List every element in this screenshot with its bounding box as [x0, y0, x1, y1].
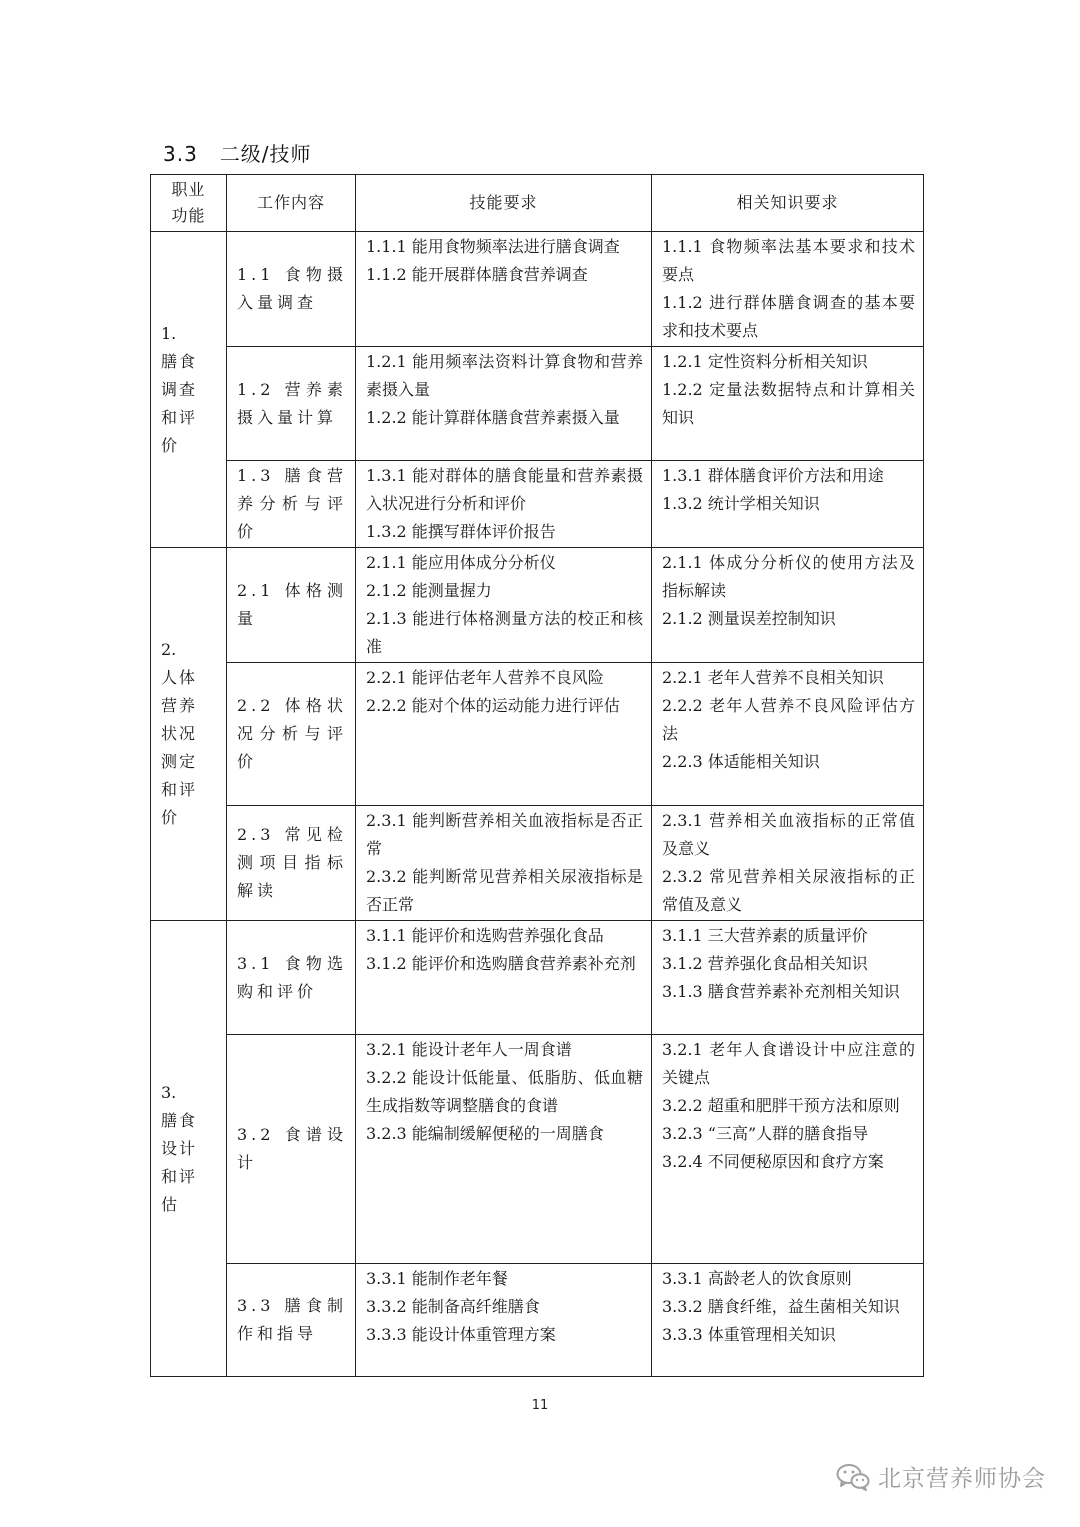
- knowledge-item: 3.1.3 膳食营养素补充剂相关知识: [662, 982, 900, 1001]
- table-row: [151, 921, 924, 1035]
- skill-item: 2.3.2 能判断常见营养相关尿液指标是否正常: [366, 867, 643, 914]
- knowledge-cell: [652, 347, 924, 461]
- table-row: [151, 663, 924, 806]
- work-content-cell: 2.2 体格状况分析与评价: [227, 663, 356, 806]
- skill-item: 3.2.3 能编制缓解便秘的一周膳食: [366, 1124, 604, 1143]
- skill-item: 3.1.2 能评价和选购膳食营养素补充剂: [366, 954, 636, 973]
- knowledge-item: 2.2.1 老年人营养不良相关知识: [662, 668, 884, 687]
- knowledge-item: 3.1.2 营养强化食品相关知识: [662, 954, 868, 973]
- skill-item: 2.2.1 能评估老年人营养不良风险: [366, 668, 604, 687]
- skills-cell: [356, 347, 652, 461]
- skill-item: 1.2.1 能用频率法资料计算食物和营养素摄入量: [366, 352, 643, 399]
- skill-item: 3.3.3 能设计体重管理方案: [366, 1325, 556, 1344]
- skill-item: 1.2.2 能计算群体膳食营养素摄入量: [366, 408, 620, 427]
- header-skills: 技能要求: [356, 175, 652, 232]
- knowledge-item: 2.1.1 体成分分析仪的使用方法及指标解读: [662, 553, 915, 600]
- knowledge-item: 3.2.3 “三高”人群的膳食指导: [662, 1124, 869, 1143]
- table-row: [151, 347, 924, 461]
- knowledge-item: 3.3.1 高龄老人的饮食原则: [662, 1269, 852, 1288]
- work-content-cell: 3.1 食物选购和评价: [227, 921, 356, 1035]
- knowledge-item: 3.2.4 不同便秘原因和食疗方案: [662, 1152, 884, 1171]
- work-content-cell: 1.3 膳食营养分析与评价: [227, 461, 356, 548]
- skill-item: 2.1.1 能应用体成分分析仪: [366, 553, 556, 572]
- work-content-cell: 2.3 常见检测项目指标解读: [227, 806, 356, 921]
- table-header-row: [151, 175, 924, 232]
- table-row: [151, 1264, 924, 1377]
- knowledge-item: 2.2.2 老年人营养不良风险评估方法: [662, 696, 915, 743]
- skill-item: 1.1.2 能开展群体膳食营养调查: [366, 265, 588, 284]
- knowledge-item: 3.2.2 超重和肥胖干预方法和原则: [662, 1096, 900, 1115]
- wechat-icon: [836, 1463, 870, 1491]
- watermark-text: 北京营养师协会: [878, 1466, 1046, 1492]
- skill-item: 3.3.2 能制备高纤维膳食: [366, 1297, 540, 1316]
- skill-item: 1.3.1 能对群体的膳食能量和营养素摄入状况进行分析和评价: [366, 466, 643, 513]
- header-knowledge: 相关知识要求: [652, 175, 924, 232]
- function-cell: 2. 人体营养状况测定和评价: [151, 548, 227, 921]
- knowledge-cell: [652, 921, 924, 1035]
- table-row: [151, 461, 924, 548]
- watermark: [836, 1460, 1046, 1493]
- knowledge-item: 1.3.1 群体膳食评价方法和用途: [662, 466, 884, 485]
- knowledge-item: 3.2.1 老年人食谱设计中应注意的关键点: [662, 1040, 915, 1087]
- knowledge-cell: [652, 1264, 924, 1377]
- work-content-cell: 2.1 体格测量: [227, 548, 356, 663]
- skills-cell: [356, 663, 652, 806]
- skills-cell: [356, 461, 652, 548]
- skills-cell: [356, 232, 652, 347]
- knowledge-item: 2.1.2 测量误差控制知识: [662, 609, 836, 628]
- table-row: [151, 232, 924, 347]
- table-row: [151, 1035, 924, 1264]
- knowledge-item: 3.3.2 膳食纤维，益生菌相关知识: [662, 1297, 900, 1316]
- table-row: [151, 806, 924, 921]
- skills-cell: [356, 921, 652, 1035]
- knowledge-cell: [652, 548, 924, 663]
- knowledge-item: 1.1.2 进行群体膳食调查的基本要求和技术要点: [662, 293, 915, 340]
- knowledge-item: 1.2.2 定量法数据特点和计算相关知识: [662, 380, 915, 427]
- skill-item: 2.2.2 能对个体的运动能力进行评估: [366, 696, 620, 715]
- skills-cell: [356, 806, 652, 921]
- skill-item: 2.3.1 能判断营养相关血液指标是否正常: [366, 811, 643, 858]
- knowledge-item: 2.3.1 营养相关血液指标的正常值及意义: [662, 811, 915, 858]
- knowledge-item: 1.2.1 定性资料分析相关知识: [662, 352, 868, 371]
- knowledge-item: 3.1.1 三大营养素的质量评价: [662, 926, 868, 945]
- knowledge-item: 1.3.2 统计学相关知识: [662, 494, 820, 513]
- knowledge-cell: [652, 806, 924, 921]
- skill-item: 3.2.2 能设计低能量、低脂肪、低血糖生成指数等调整膳食的食谱: [366, 1068, 643, 1115]
- skill-item: 3.3.1 能制作老年餐: [366, 1269, 508, 1288]
- header-function: 职业功能: [151, 175, 227, 232]
- skills-cell: [356, 1035, 652, 1264]
- skill-item: 3.1.1 能评价和选购营养强化食品: [366, 926, 604, 945]
- page-number: 11: [531, 1398, 549, 1413]
- skill-item: 2.1.2 能测量握力: [366, 581, 492, 600]
- header-work: 工作内容: [227, 175, 356, 232]
- table-row: [151, 548, 924, 663]
- knowledge-cell: [652, 1035, 924, 1264]
- competency-table: [150, 174, 924, 1377]
- knowledge-cell: [652, 461, 924, 548]
- skill-item: 3.2.1 能设计老年人一周食谱: [366, 1040, 572, 1059]
- work-content-cell: 1.1 食物摄入量调查: [227, 232, 356, 347]
- knowledge-item: 2.3.2 常见营养相关尿液指标的正常值及意义: [662, 867, 915, 914]
- knowledge-cell: [652, 232, 924, 347]
- work-content-cell: 3.2 食谱设计: [227, 1035, 356, 1264]
- section-title-text: 二级/技师: [219, 142, 312, 166]
- work-content-cell: 3.3 膳食制作和指导: [227, 1264, 356, 1377]
- knowledge-item: 1.1.1 食物频率法基本要求和技术要点: [662, 237, 915, 284]
- function-cell: 1. 膳食调查和评价: [151, 232, 227, 548]
- knowledge-item: 2.2.3 体适能相关知识: [662, 752, 820, 771]
- skills-cell: [356, 1264, 652, 1377]
- skill-item: 1.3.2 能撰写群体评价报告: [366, 522, 556, 541]
- section-number: 3.3: [163, 142, 198, 166]
- knowledge-cell: [652, 663, 924, 806]
- skill-item: 1.1.1 能用食物频率法进行膳食调查: [366, 237, 620, 256]
- work-content-cell: 1.2 营养素摄入量计算: [227, 347, 356, 461]
- skill-item: 2.1.3 能进行体格测量方法的校正和核准: [366, 609, 643, 656]
- skills-cell: [356, 548, 652, 663]
- knowledge-item: 3.3.3 体重管理相关知识: [662, 1325, 836, 1344]
- section-title: [163, 138, 312, 167]
- function-cell: 3. 膳食设计和评估: [151, 921, 227, 1377]
